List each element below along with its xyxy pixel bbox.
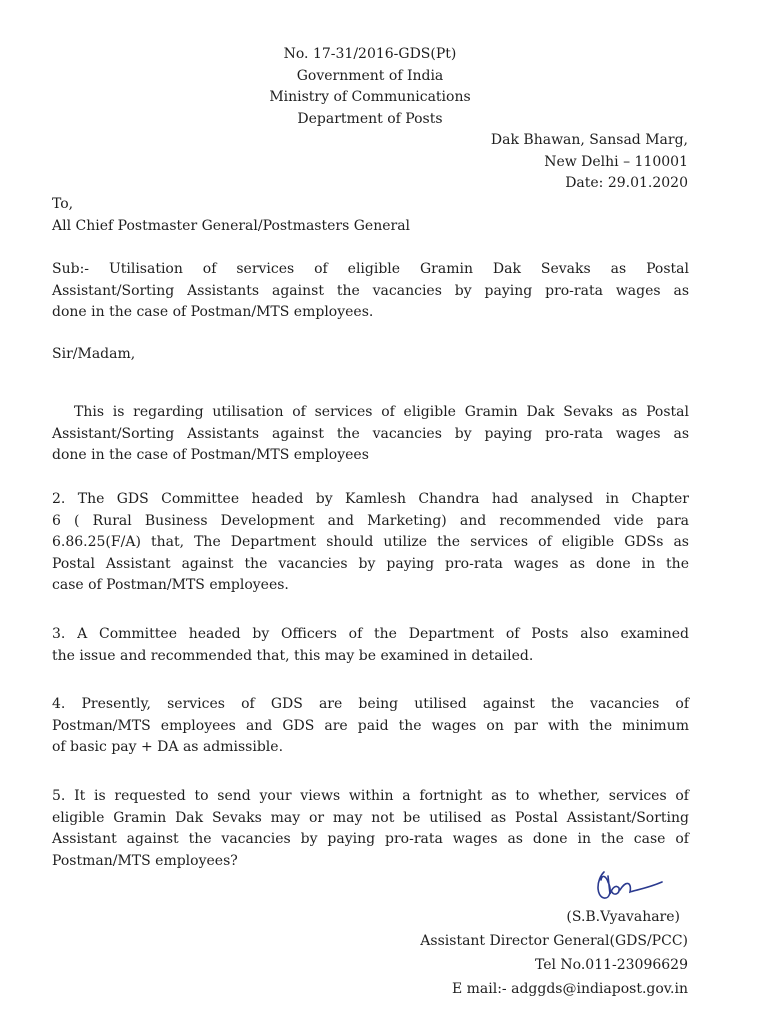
- paragraph-3: [52, 624, 689, 667]
- government-name: Government of India: [296, 67, 444, 84]
- paragraph-2: [52, 489, 689, 597]
- to-label: To,: [52, 196, 74, 212]
- subject-line: Assistant/Sorting Assistants against the vacancies by paying pro-rata wages as: [52, 282, 689, 299]
- paragraph-4: [52, 694, 689, 759]
- paragraph-line: This is regarding utilisation of services of eligible Gramin Dak Sevaks as Postal: [74, 404, 689, 420]
- paragraph-1: [52, 402, 689, 467]
- paragraph-line: 3. A Committee headed by Officers of the Department of Posts also examined: [52, 626, 689, 642]
- paragraph-line: 2. The GDS Committee headed by Kamlesh Chandra had analysed in Chapter: [52, 491, 689, 507]
- paragraph-line: done in the case of Postman/MTS employees: [52, 447, 369, 464]
- subject: [52, 259, 689, 324]
- recipient: All Chief Postmaster General/Postmasters General: [52, 218, 411, 234]
- signature-icon: [592, 866, 672, 906]
- subject-line: Sub:- Utilisation of services of eligible Gramin Dak Sevaks as Postal: [52, 261, 689, 277]
- address-block: [491, 130, 688, 195]
- paragraph-line: of basic pay + DA as admissible.: [52, 739, 284, 756]
- paragraph-line: Assistant against the vacancies by paying pro-rata wages as done in the case of: [52, 831, 689, 848]
- reference-number: No. 17-31/2016-GDS(Pt): [283, 46, 457, 62]
- paragraph-line: 4. Presently, services of GDS are being utilised against the vacancies of: [52, 696, 689, 712]
- subject-line: done in the case of Postman/MTS employees.: [52, 304, 374, 321]
- paragraph-line: the issue and recommended that, this may be examined in detailed.: [52, 647, 534, 664]
- signatory-tel: Tel No.011-23096629: [534, 957, 688, 973]
- signatory-designation: Assistant Director General(GDS/PCC): [420, 933, 688, 949]
- paragraph-5: [52, 786, 689, 872]
- address-line-1: Dak Bhawan, Sansad Marg,: [490, 132, 688, 148]
- signatory-email: E mail:- adggds@indiapost.gov.in: [451, 981, 688, 997]
- letterhead: [250, 44, 490, 130]
- department-name: Department of Posts: [297, 110, 443, 127]
- letter-date: Date: 29.01.2020: [565, 175, 688, 192]
- salutation: Sir/Madam,: [52, 346, 136, 362]
- paragraph-line: 6.86.25(F/A) that, The Department should utilize the services of eligible GDSs as: [52, 534, 689, 551]
- paragraph-line: Postman/MTS employees and GDS are paid the wages on par with the minimum: [52, 717, 689, 734]
- signature-block: [420, 905, 688, 1001]
- paragraph-line: 6 ( Rural Business Development and Marketing) and recommended vide para: [52, 512, 689, 529]
- address-line-2: New Delhi – 110001: [544, 153, 688, 170]
- paragraph-line: eligible Gramin Dak Sevaks may or may not be utilised as Postal Assistant/Sorting: [52, 809, 689, 826]
- ministry-name: Ministry of Communications: [269, 89, 471, 106]
- signatory-name: (S.B.Vyavahare): [566, 909, 680, 925]
- paragraph-line: case of Postman/MTS employees.: [52, 577, 289, 594]
- paragraph-line: Postman/MTS employees?: [52, 852, 238, 869]
- paragraph-line: Postal Assistant against the vacancies by paying pro-rata wages as done in the: [52, 555, 689, 572]
- paragraph-line: 5. It is requested to send your views within a fortnight as to whether, services of: [52, 788, 689, 804]
- paragraph-line: Assistant/Sorting Assistants against the vacancies by paying pro-rata wages as: [52, 425, 689, 442]
